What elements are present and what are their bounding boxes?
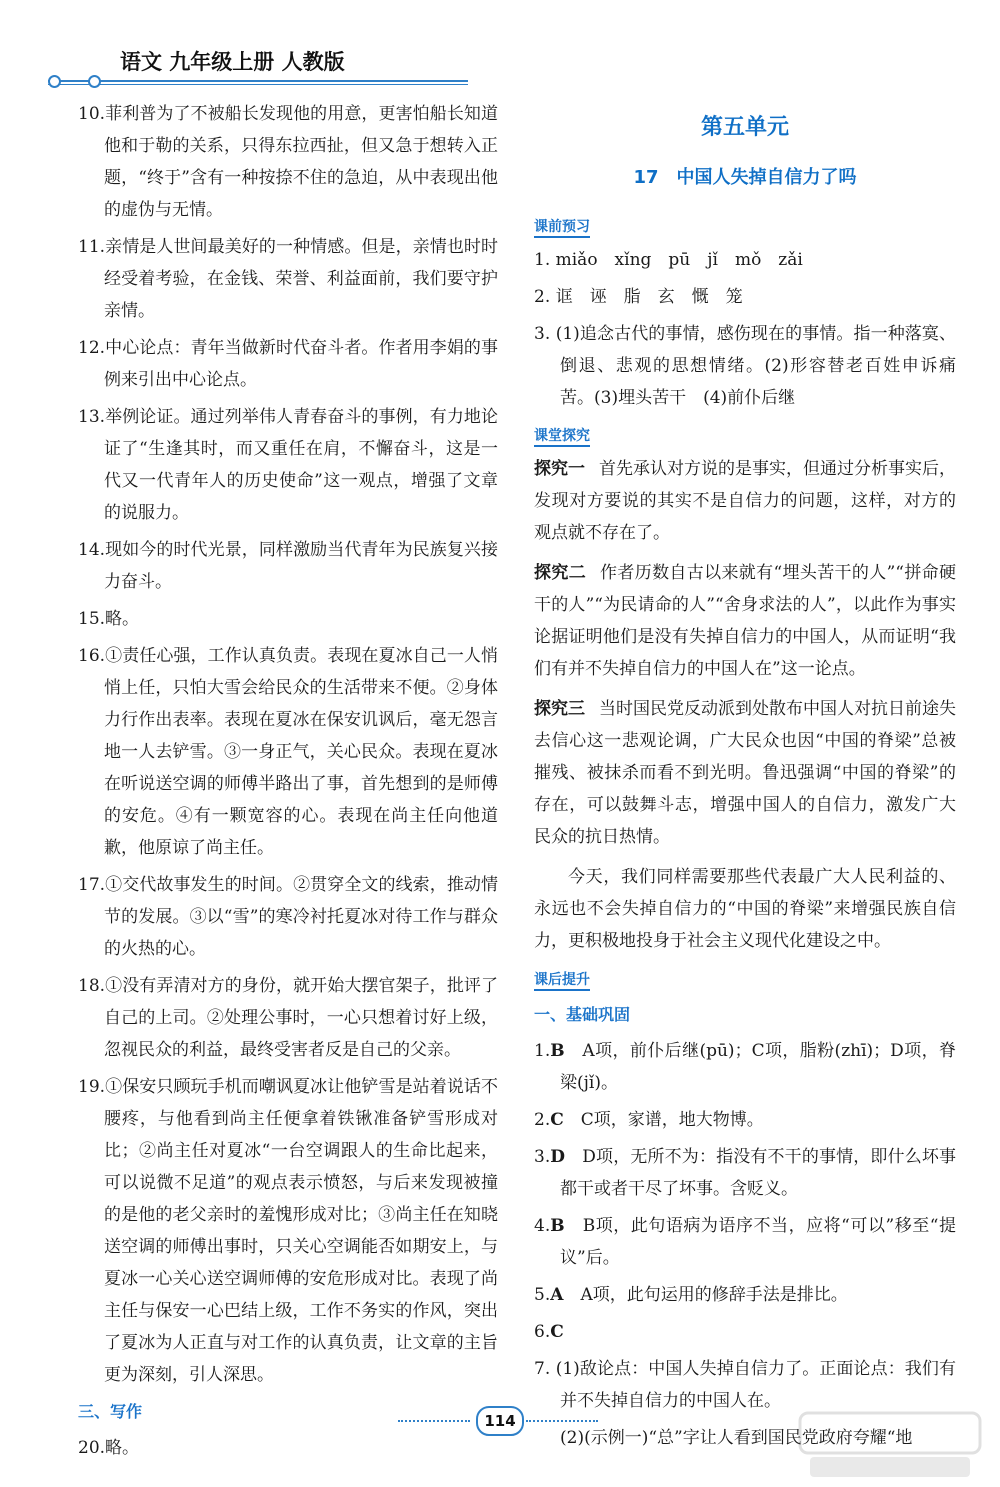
- right-column: [534, 98, 956, 1459]
- answer-item: 19.①保安只顾玩手机而嘲讽夏冰让他铲雪是站着说话不腰疼，与他看到尚主任便拿着铁锹准备铲雪形成对比；②尚主任对夏冰“一台空调跟人的生命比起来，可以说微不足道”的观点表示愤怒，与后来发现被撞的是他的老父亲时的羞愧形成对比；③尚主任在知晓送空调的师傅出事时，只关心空调能否如期安上，与夏冰一心关心送空调师傅的安危形成对比。表现了尚主任与保安一心巴结上级，工作不务实的作风，突出了夏冰为人正直与对工作的认真负责，让文章的主旨更为深刻，引人深思。: [78, 1077, 498, 1385]
- answer-item: 18.①没有弄清对方的身份，就开始大摆官架子，批评了自己的上司。②处理公事时，一心只想着讨好上级，忽视民众的利益，最终受害者反是自己的父亲。: [78, 976, 498, 1060]
- answer-item: 16.①责任心强，工作认真负责。表现在夏冰自己一人悄悄上任，只怕大雪会给民众的生活带来不便。②身体力行作出表率。表现在夏冰在保安讥讽后，毫无怨言地一人去铲雪。③一身正气，关心民众。表现在夏冰在听说送空调的师傅半路出了事，首先想到的是师傅的安危。④有一颗宽容的心。表现在尚主任向他道歉，他原谅了尚主任。: [78, 646, 498, 858]
- left-column: [78, 98, 498, 1469]
- answer-item: 11.亲情是人世间最美好的一种情感。但是，亲情也时时经受着考验，在金钱、荣誉、利益面前，我们要守护亲情。: [78, 237, 498, 321]
- answer-item: 20.略。: [78, 1438, 140, 1458]
- page-number: 114: [476, 1406, 524, 1436]
- preview-item: 2. 诓 诬 脂 玄 慨 笼: [534, 287, 743, 307]
- tag-post: 课后提升: [534, 971, 590, 991]
- header-rule: [48, 80, 468, 82]
- footer-rule: [526, 1420, 598, 1422]
- explore-item: 探究二 作者历数自古以来就有“埋头苦干的人”“拼命硬干的人”“为民请命的人”“舍身求法的人”，以此作为事实论据证明他们是没有失掉自信力的中国人，从而证明“我们有并不失掉自信力的中国人在”这一论点。: [534, 563, 957, 679]
- section-heading: 三、写作: [78, 1402, 143, 1421]
- page-header: [40, 46, 480, 94]
- unit-title: 第五单元: [700, 115, 789, 140]
- answer-item: 4.B B项，此句语病为语序不当，应将“可以”移至“提议”后。: [534, 1216, 956, 1268]
- preview-item: 3. (1)追念古代的事情，感伤现在的事情。指一种落寞、倒退、悲观的思想情绪。(2)形容替老百姓申诉痛苦。(3)埋头苦干 (4)前仆后继: [534, 324, 956, 408]
- section-heading: 一、基础巩固: [534, 1005, 631, 1024]
- explore-item: 探究三 当时国民党反动派到处散布中国人对抗日前途失去信心这一悲观论调，广大民众也因“中国的脊梁”总被摧残、被抹杀而看不到光明。鲁迅强调“中国的脊梁”的存在，可以鼓舞斗志，增强中国人的自信力，激发广大民众的抗日热情。: [534, 699, 956, 847]
- explore-item: 探究一 首先承认对方说的是事实，但通过分析事实后，发现对方要说的其实不是自信力的问题，这样，对方的观点就不存在了。: [534, 459, 956, 543]
- header-dot-icon: [88, 75, 101, 88]
- footer-rule: [398, 1420, 470, 1422]
- answer-item: 17.①交代故事发生的时间。②贯穿全文的线索，推动情节的发展。③以“雪”的寒冷衬托夏冰对待工作与群众的火热的心。: [78, 875, 498, 959]
- answer-item: 12.中心论点：青年当做新时代奋斗者。作者用李娟的事例来引出中心论点。: [78, 338, 498, 390]
- answer-item: 10.菲利普为了不被船长发现他的用意，更害怕船长知道他和于勒的关系，只得东拉西扯，但又急于想转入正题，“终于”含有一种按捺不住的急迫，从中表现出他的虚伪与无情。: [78, 104, 498, 220]
- tag-class: 课堂探究: [534, 427, 590, 447]
- answer-item: 7. (1)敌论点：中国人失掉自信力了。正面论点：我们有并不失掉自信力的中国人在。: [534, 1359, 956, 1411]
- answer-item: 3.D D项，无所不为：指没有不干的事情，即什么坏事都干或者干尽了坏事。含贬义。: [534, 1147, 956, 1199]
- page-footer: [398, 1406, 598, 1436]
- answer-item: 15.略。: [78, 609, 140, 629]
- header-rule-thin: [48, 84, 468, 85]
- answer-item: (2)(示例一)“总”字让人看到国民党政府夸耀“地: [560, 1428, 913, 1448]
- paragraph: 今天，我们同样需要那些代表最广大人民利益的、永远也不会失掉自信力的“中国的脊梁”来增强民族自信力，更积极地投身于社会主义现代化建设之中。: [534, 867, 956, 951]
- answer-item: 14.现如今的时代光景，同样激励当代青年为民族复兴接力奋斗。: [78, 540, 498, 592]
- answer-item: 1.B A项，前仆后继(pū)；C项，脂粉(zhī)；D项，脊梁(jǐ)。: [534, 1041, 956, 1093]
- lesson-title: 17 中国人失掉自信力了吗: [633, 167, 857, 188]
- answer-item: 2.C C项，家谱，地大物博。: [534, 1110, 764, 1130]
- watermark-logo-icon: [790, 1405, 990, 1485]
- preview-item: 1. miǎo xǐng pū jǐ mǒ zǎi: [534, 250, 803, 270]
- header-dot-icon: [48, 75, 61, 88]
- answer-item: 6.C: [534, 1322, 564, 1342]
- answer-item: 13.举例论证。通过列举伟人青春奋斗的事例，有力地论证了“生逢其时，而又重任在肩，不懈奋斗，这是一代又一代青年人的历史使命”这一观点，增强了文章的说服力。: [78, 407, 498, 523]
- tag-preview: 课前预习: [534, 218, 590, 238]
- answer-item: 5.A A项，此句运用的修辞手法是排比。: [534, 1285, 848, 1305]
- book-title: 语文 九年级上册 人教版: [120, 50, 345, 74]
